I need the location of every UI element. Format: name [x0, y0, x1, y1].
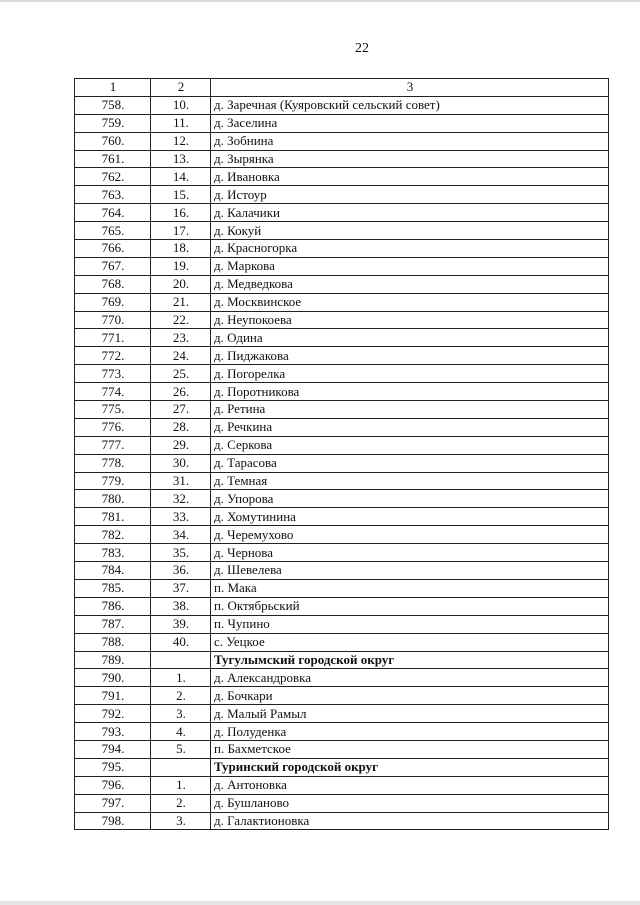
row-number: 760.: [75, 132, 151, 150]
row-sub-number: 4.: [151, 723, 211, 741]
row-sub-number: 24.: [151, 347, 211, 365]
table-row: [75, 365, 609, 383]
row-sub-number: 3.: [151, 705, 211, 723]
table-row: [75, 114, 609, 132]
settlement-name: д. Галактионовка: [211, 812, 609, 830]
row-number: 763.: [75, 186, 151, 204]
table-row: [75, 526, 609, 544]
settlement-name: д. Москвинское: [211, 293, 609, 311]
row-sub-number: 12.: [151, 132, 211, 150]
row-number: 766.: [75, 240, 151, 258]
table-row: [75, 347, 609, 365]
section-title: Тугулымский городской округ: [211, 651, 609, 669]
settlement-name: п. Мака: [211, 579, 609, 597]
table-row: [75, 544, 609, 562]
row-sub-number: 39.: [151, 615, 211, 633]
settlement-name: п. Октябрьский: [211, 597, 609, 615]
row-sub-number: 28.: [151, 418, 211, 436]
header-col-3: 3: [211, 79, 609, 97]
row-number: 793.: [75, 723, 151, 741]
page-number: 22: [355, 41, 369, 56]
settlement-name: д. Погорелка: [211, 365, 609, 383]
settlement-name: д. Маркова: [211, 257, 609, 275]
table-row: [75, 562, 609, 580]
row-number: 775.: [75, 401, 151, 419]
row-number: 783.: [75, 544, 151, 562]
settlement-name: д. Антоновка: [211, 776, 609, 794]
table-row: [75, 794, 609, 812]
settlement-name: д. Ивановка: [211, 168, 609, 186]
row-number: 778.: [75, 454, 151, 472]
table-row: [75, 723, 609, 741]
row-sub-number: 20.: [151, 275, 211, 293]
table-row: [75, 633, 609, 651]
row-number: 761.: [75, 150, 151, 168]
table-row: [75, 579, 609, 597]
row-number: 784.: [75, 562, 151, 580]
row-number: 758.: [75, 96, 151, 114]
table-row: [75, 204, 609, 222]
row-number: 795.: [75, 758, 151, 776]
table-row: [75, 740, 609, 758]
table-row: [75, 240, 609, 258]
row-sub-number: 32.: [151, 490, 211, 508]
row-number: 797.: [75, 794, 151, 812]
table-section-row: [75, 651, 609, 669]
row-number: 762.: [75, 168, 151, 186]
row-number: 789.: [75, 651, 151, 669]
table-row: [75, 186, 609, 204]
settlement-name: д. Заречная (Куяровский сельский совет): [211, 96, 609, 114]
table-row: [75, 383, 609, 401]
row-sub-number: 14.: [151, 168, 211, 186]
header-col-1: 1: [75, 79, 151, 97]
row-number: 759.: [75, 114, 151, 132]
row-number: 798.: [75, 812, 151, 830]
row-number: 777.: [75, 436, 151, 454]
row-sub-number: [151, 651, 211, 669]
table-row: [75, 257, 609, 275]
settlement-name: д. Бушланово: [211, 794, 609, 812]
settlement-name: д. Чернова: [211, 544, 609, 562]
row-number: 764.: [75, 204, 151, 222]
table-row: [75, 222, 609, 240]
settlement-name: д. Тарасова: [211, 454, 609, 472]
row-number: 792.: [75, 705, 151, 723]
settlement-name: д. Поротникова: [211, 383, 609, 401]
table-row: [75, 329, 609, 347]
row-number: 780.: [75, 490, 151, 508]
row-number: 781.: [75, 508, 151, 526]
settlement-name: д. Малый Рамыл: [211, 705, 609, 723]
settlement-name: д. Черемухово: [211, 526, 609, 544]
settlement-name: д. Одина: [211, 329, 609, 347]
row-number: 776.: [75, 418, 151, 436]
row-sub-number: [151, 758, 211, 776]
row-sub-number: 18.: [151, 240, 211, 258]
table-row: [75, 293, 609, 311]
row-number: 773.: [75, 365, 151, 383]
table-row: [75, 436, 609, 454]
settlement-name: д. Темная: [211, 472, 609, 490]
row-number: 787.: [75, 615, 151, 633]
settlement-name: д. Истоур: [211, 186, 609, 204]
table-row: [75, 132, 609, 150]
row-sub-number: 1.: [151, 776, 211, 794]
table-header-row: [75, 79, 609, 97]
settlement-name: д. Кокуй: [211, 222, 609, 240]
row-sub-number: 15.: [151, 186, 211, 204]
table-body: [75, 79, 609, 830]
row-sub-number: 26.: [151, 383, 211, 401]
table-row: [75, 454, 609, 472]
row-number: 767.: [75, 257, 151, 275]
row-number: 786.: [75, 597, 151, 615]
table-row: [75, 401, 609, 419]
settlement-name: д. Серкова: [211, 436, 609, 454]
row-sub-number: 2.: [151, 794, 211, 812]
table-row: [75, 812, 609, 830]
row-number: 779.: [75, 472, 151, 490]
scan-edge-bottom: [0, 901, 640, 905]
settlement-name: д. Ретина: [211, 401, 609, 419]
settlement-name: д. Полуденка: [211, 723, 609, 741]
row-sub-number: 10.: [151, 96, 211, 114]
row-sub-number: 11.: [151, 114, 211, 132]
row-sub-number: 37.: [151, 579, 211, 597]
table-row: [75, 508, 609, 526]
table-row: [75, 669, 609, 687]
settlement-name: д. Бочкари: [211, 687, 609, 705]
row-number: 782.: [75, 526, 151, 544]
table-row: [75, 472, 609, 490]
row-sub-number: 35.: [151, 544, 211, 562]
settlement-name: д. Зобнина: [211, 132, 609, 150]
table-row: [75, 150, 609, 168]
row-sub-number: 27.: [151, 401, 211, 419]
settlement-name: с. Уецкое: [211, 633, 609, 651]
settlement-name: д. Упорова: [211, 490, 609, 508]
row-sub-number: 25.: [151, 365, 211, 383]
row-sub-number: 40.: [151, 633, 211, 651]
table-section-row: [75, 758, 609, 776]
settlement-name: д. Шевелева: [211, 562, 609, 580]
settlement-name: д. Красногорка: [211, 240, 609, 258]
row-sub-number: 13.: [151, 150, 211, 168]
table-row: [75, 776, 609, 794]
table-row: [75, 705, 609, 723]
table-row: [75, 418, 609, 436]
table-row: [75, 168, 609, 186]
row-sub-number: 38.: [151, 597, 211, 615]
row-number: 765.: [75, 222, 151, 240]
settlement-name: д. Заселина: [211, 114, 609, 132]
row-sub-number: 31.: [151, 472, 211, 490]
section-title: Туринский городской округ: [211, 758, 609, 776]
table-row: [75, 597, 609, 615]
settlement-name: д. Александровка: [211, 669, 609, 687]
row-sub-number: 1.: [151, 669, 211, 687]
row-sub-number: 19.: [151, 257, 211, 275]
settlement-name: д. Неупокоева: [211, 311, 609, 329]
table-row: [75, 96, 609, 114]
row-sub-number: 2.: [151, 687, 211, 705]
settlements-table: [74, 78, 609, 830]
row-sub-number: 36.: [151, 562, 211, 580]
row-sub-number: 17.: [151, 222, 211, 240]
settlement-name: д. Хомутинина: [211, 508, 609, 526]
row-sub-number: 22.: [151, 311, 211, 329]
row-sub-number: 33.: [151, 508, 211, 526]
row-number: 774.: [75, 383, 151, 401]
row-number: 785.: [75, 579, 151, 597]
row-number: 790.: [75, 669, 151, 687]
row-sub-number: 29.: [151, 436, 211, 454]
settlement-name: д. Зырянка: [211, 150, 609, 168]
row-sub-number: 5.: [151, 740, 211, 758]
settlement-name: п. Чупино: [211, 615, 609, 633]
row-sub-number: 34.: [151, 526, 211, 544]
row-sub-number: 16.: [151, 204, 211, 222]
row-number: 768.: [75, 275, 151, 293]
settlement-name: п. Бахметское: [211, 740, 609, 758]
row-sub-number: 21.: [151, 293, 211, 311]
row-number: 772.: [75, 347, 151, 365]
row-number: 791.: [75, 687, 151, 705]
settlement-name: д. Речкина: [211, 418, 609, 436]
row-sub-number: 3.: [151, 812, 211, 830]
row-number: 771.: [75, 329, 151, 347]
row-number: 769.: [75, 293, 151, 311]
table-row: [75, 311, 609, 329]
settlement-name: д. Калачики: [211, 204, 609, 222]
row-number: 796.: [75, 776, 151, 794]
row-number: 788.: [75, 633, 151, 651]
row-number: 770.: [75, 311, 151, 329]
table-row: [75, 275, 609, 293]
settlement-name: д. Медведкова: [211, 275, 609, 293]
header-col-2: 2: [151, 79, 211, 97]
settlement-name: д. Пиджакова: [211, 347, 609, 365]
table-row: [75, 687, 609, 705]
table-row: [75, 490, 609, 508]
row-number: 794.: [75, 740, 151, 758]
row-sub-number: 23.: [151, 329, 211, 347]
scan-edge-top: [0, 0, 640, 2]
table-row: [75, 615, 609, 633]
row-sub-number: 30.: [151, 454, 211, 472]
